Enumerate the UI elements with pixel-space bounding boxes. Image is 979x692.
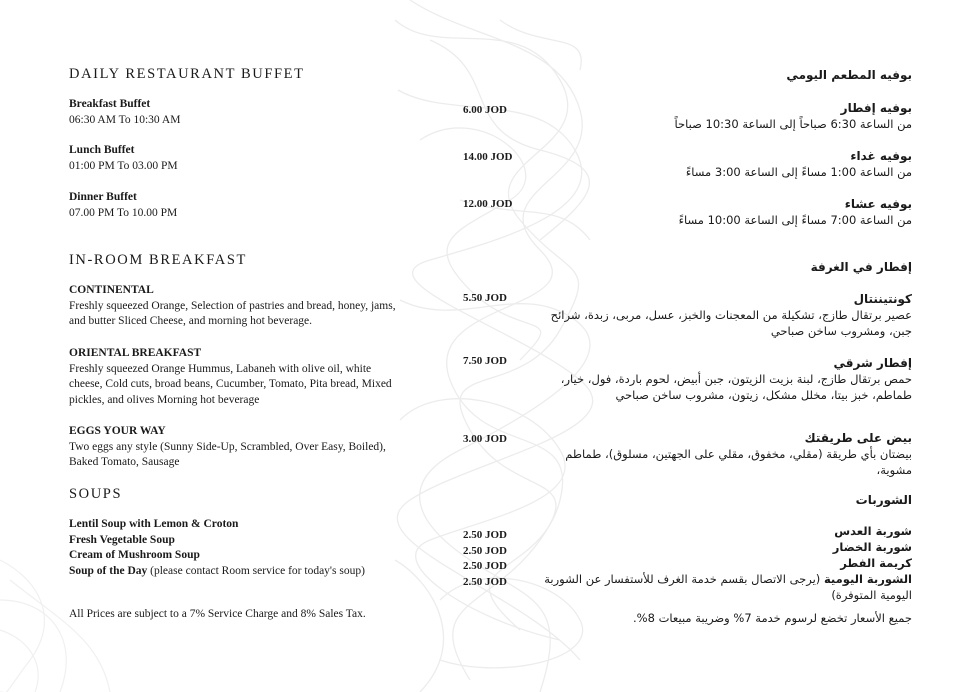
item-name: بوفيه إفطار: [840, 101, 912, 115]
soup-list: [69, 517, 489, 579]
list-item: [69, 564, 489, 580]
soup-note: (يرجى الاتصال بقسم خدمة الغرف للأستفسار عن الشوربة اليومية المتوفرة): [544, 572, 912, 602]
soup-name: Fresh Vegetable Soup: [69, 533, 175, 546]
menu-item-dinner-buffet: [69, 190, 489, 221]
section-title-inroom-ar: إفطار في الغرفة: [810, 260, 912, 274]
footnote-ar: جميع الأسعار تخضع لرسوم خدمة 7% وضريبة مبيعات 8%.: [633, 611, 912, 625]
list-item: [69, 517, 489, 533]
item-hours: 06:30 AM To 10:30 AM: [69, 113, 181, 126]
item-name: إفطار شرقي: [833, 356, 912, 370]
menu-item-lunch-buffet-ar: [532, 148, 912, 180]
item-desc: Freshly squeezed Orange Hummus, Labaneh with olive oil, white cheese, Cold cuts, broad beans, Cucumber, Tomato, Pita bread, Mixed pickles, and olives Morning hot beverage: [69, 362, 392, 406]
item-name: بوفيه غداء: [850, 149, 912, 163]
soup-note: (please contact Room service for today's soup): [147, 564, 365, 577]
price: 6.00 JOD: [463, 104, 507, 116]
item-hours: من الساعة 1:00 مساءً إلى الساعة 3:00 مساءً: [685, 165, 912, 179]
item-name: EGGS YOUR WAY: [69, 425, 166, 437]
menu-item-eggs: [69, 424, 414, 471]
price: 2.50 JOD: [463, 544, 507, 557]
menu-item-eggs-ar: [532, 430, 912, 478]
item-desc: بيضتان بأي طريقة (مقلي، مخفوق، مقلي على الجهتين، مسلوق)، طماطم مشوية،: [565, 447, 912, 477]
item-hours: 01:00 PM To 03.00 PM: [69, 159, 178, 172]
section-title-buffet-ar: بوفيه المطعم اليومي: [786, 68, 912, 82]
menu-item-continental: [69, 283, 404, 330]
item-desc: حمص برتقال طازج، لبنة بزيت الزيتون، جبن أبيض، لحوم باردة، فول، خيار، طماطم، خبز بيتا، مخلل مشكل، زيتون، مشروب ساخن صباحي: [560, 372, 912, 402]
footnote-en: All Prices are subject to a 7% Service Charge and 8% Sales Tax.: [69, 608, 366, 620]
soup-prices: [463, 528, 507, 590]
soup-name: الشوربة اليومية: [823, 572, 912, 586]
soup-name: Soup of the Day: [69, 564, 148, 577]
soup-name: Cream of Mushroom Soup: [69, 549, 200, 561]
section-title-inroom: IN-ROOM BREAKFAST: [69, 252, 247, 268]
item-hours: 07.00 PM To 10.00 PM: [69, 206, 178, 219]
list-item: [532, 539, 912, 555]
price: 2.50 JOD: [463, 560, 507, 572]
item-name: CONTINENTAL: [69, 284, 154, 296]
price: 7.50 JOD: [463, 355, 507, 367]
price: 14.00 JOD: [463, 151, 513, 163]
list-item: [532, 523, 912, 539]
item-desc: Freshly squeezed Orange, Selection of pastries and bread, honey, jams, and butter Sliced Cheese, and morning hot beverage.: [69, 299, 396, 327]
list-item: [69, 533, 489, 549]
list-item: [69, 548, 489, 564]
item-name: Lunch Buffet: [69, 144, 135, 156]
menu-item-breakfast-buffet: [69, 97, 489, 128]
soup-name: شوربة العدس: [834, 524, 912, 538]
item-desc: عصير برتقال طازج، تشكيلة من المعجنات والخبز، عسل، مربى، زبدة، شرائح جبن، ومشروب ساخن صباحي: [550, 308, 912, 338]
list-item: [532, 571, 912, 603]
item-name: بوفيه عشاء: [844, 197, 912, 211]
menu-item-dinner-buffet-ar: [532, 196, 912, 228]
list-item: [532, 555, 912, 571]
price: 12.00 JOD: [463, 198, 513, 210]
section-title-buffet: DAILY RESTAURANT BUFFET: [69, 66, 305, 82]
menu-item-continental-ar: [532, 291, 912, 339]
item-hours: من الساعة 6:30 صباحاً إلى الساعة 10:30 صباحاً: [674, 117, 912, 131]
soup-name: شوربة الخضار: [832, 540, 912, 554]
menu-item-breakfast-buffet-ar: [532, 100, 912, 132]
price: 2.50 JOD: [463, 529, 507, 541]
price: 5.50 JOD: [463, 292, 507, 304]
section-title-soups-ar: الشوربات: [855, 493, 912, 507]
section-title-soups: SOUPS: [69, 486, 123, 502]
soup-name: كريمة الفطر: [840, 556, 912, 570]
item-name: Dinner Buffet: [69, 191, 137, 203]
item-name: بيض على طريقتك: [804, 431, 912, 445]
price: 3.00 JOD: [463, 433, 507, 445]
item-name: ORIENTAL BREAKFAST: [69, 347, 202, 359]
menu-item-oriental: [69, 346, 404, 408]
soup-list-ar: [532, 523, 912, 603]
soup-name: Lentil Soup with Lemon & Croton: [69, 518, 239, 530]
item-hours: من الساعة 7:00 مساءً إلى الساعة 10:00 مساءً: [678, 213, 912, 227]
item-name: كونتيننتال: [853, 292, 912, 306]
item-name: Breakfast Buffet: [69, 98, 151, 110]
menu-item-oriental-ar: [532, 355, 912, 403]
price: 2.50 JOD: [463, 575, 507, 588]
item-desc: Two eggs any style (Sunny Side-Up, Scrambled, Over Easy, Boiled), Baked Tomato, Sausage: [69, 440, 386, 468]
menu-item-lunch-buffet: [69, 143, 489, 174]
